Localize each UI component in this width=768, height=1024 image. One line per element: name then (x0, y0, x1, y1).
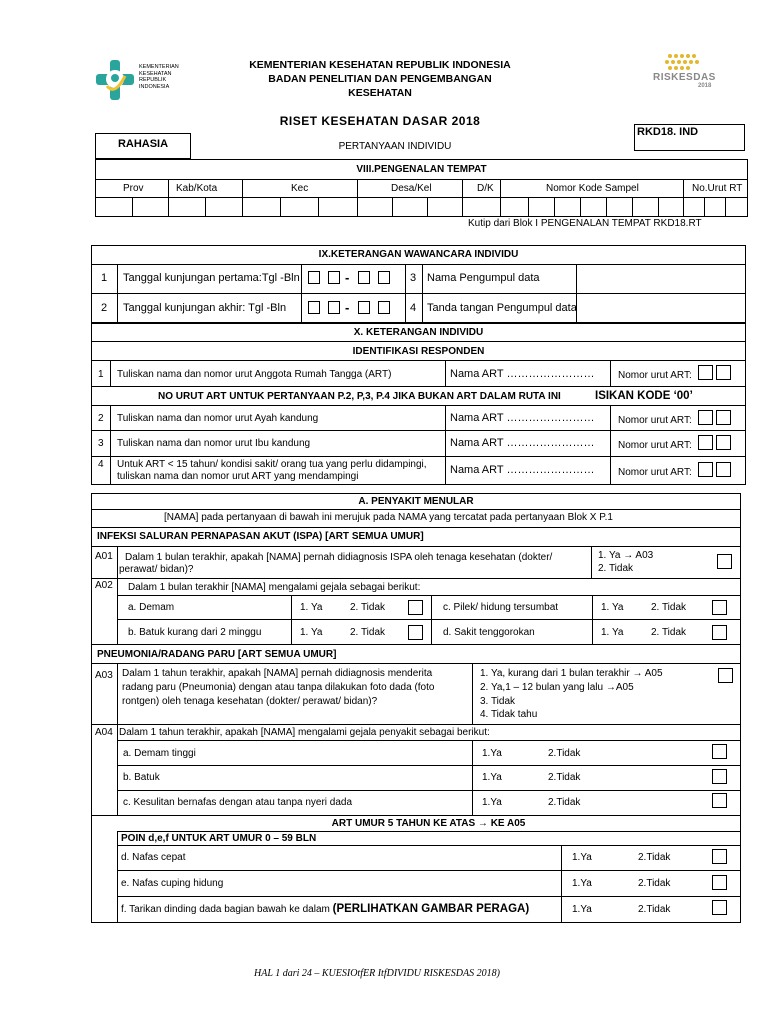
item-d-label (121, 852, 185, 864)
ix-row2-label: Tanggal kunjungan akhir: Tgl -Bln (123, 302, 287, 314)
a04c-ya: 1.Ya (482, 797, 502, 808)
rahasia-label: RAHASIA (117, 138, 169, 150)
item-f-box[interactable] (712, 900, 727, 915)
x-row4-label: Untuk ART < 15 tahun/ kondisi sakit/ orang tua yang perlu didampingi, (117, 459, 427, 470)
a04b-box[interactable] (712, 769, 727, 784)
a04a-box[interactable] (712, 744, 727, 759)
x-row3-no: 3 (98, 438, 104, 449)
pneumonia-header: PNEUMONIA/RADANG PARU [ART SEMUA UMUR] (97, 649, 337, 660)
x-row3-urut: Nomor urut ART: (618, 440, 692, 451)
col-norut: No.Urut RT (692, 183, 743, 194)
a01-q2: perawat/ bidan)? (119, 564, 194, 575)
ix-row1-label2: Nama Pengumpul data (427, 272, 540, 284)
a03-q1: Dalam 1 tahun terakhir, apakah [NAMA] pernah didiagnosis menderita (122, 668, 433, 679)
item-f-label (121, 903, 529, 916)
item-d-tidak: 2.Tidak (638, 852, 671, 863)
a03-opt2: 2. Ya,1 – 12 bulan yang lalu →A05 (480, 682, 634, 693)
a02b-ya: 1. Ya (300, 627, 323, 638)
a02d-box[interactable] (712, 625, 727, 640)
x-row4-urut-box1[interactable] (698, 462, 713, 477)
ix-row1-dash: - (345, 270, 350, 285)
a04a-ya: 1.Ya (482, 748, 502, 759)
ix-row2-dash: - (345, 300, 350, 315)
col-desakel: Desa/Kel (391, 183, 432, 194)
sectionA-table (91, 493, 741, 923)
a02c-tidak: 2. Tidak (651, 602, 687, 613)
a02d-tidak: 2. Tidak (651, 627, 687, 638)
section8-title: VIII.PENGENALAN TEMPAT (356, 164, 487, 175)
logo-text-2: KESEHATAN (139, 70, 172, 77)
a04a-tidak: 2.Tidak (548, 748, 581, 759)
item-e-box[interactable] (712, 875, 727, 890)
a02d-ya: 1. Ya (601, 627, 624, 638)
item-d-box[interactable] (712, 849, 727, 864)
x-row3-name: Nama ART …………………… (450, 437, 595, 449)
logo-text-3: REPUBLIK (139, 77, 167, 83)
a01-opt1: 1. Ya → A03 (598, 550, 654, 561)
x-row4-urut-box2[interactable] (716, 462, 731, 477)
a04-q: Dalam 1 tahun terakhir, apakah [NAMA] mengalami gejala penyakit sebagai berikut: (119, 727, 490, 738)
ix-row2-label2: Tanda tangan Pengumpul data (427, 302, 577, 314)
logo-text-1: KEMENTERIAN (139, 64, 179, 70)
a03-opt1: 1. Ya, kurang dari 1 bulan terakhir → A05 (480, 668, 663, 679)
x-row1-urut-box1[interactable] (698, 365, 713, 380)
a04b-label: b. Batuk (123, 772, 160, 783)
ix-row2-tgl1[interactable] (308, 301, 320, 314)
a04-code: A04 (95, 727, 113, 738)
a01-code: A01 (95, 551, 113, 562)
header-line3: KESEHATAN (348, 87, 412, 99)
a02b-label: b. Batuk kurang dari 2 minggu (128, 627, 262, 638)
x-row4-no: 4 (98, 459, 104, 470)
section9-table (91, 245, 746, 323)
section10-subtitle: IDENTIFIKASI RESPONDEN (352, 346, 485, 357)
col-prov: Prov (123, 183, 144, 194)
header-line1: KEMENTERIAN KESEHATAN REPUBLIK INDONESIA (249, 59, 511, 71)
a04b-tidak: 2.Tidak (548, 772, 581, 783)
item-d-ya: 1.Ya (572, 852, 592, 863)
ix-row1-no2: 3 (410, 272, 417, 284)
x-row1-urut: Nomor urut ART: (618, 370, 692, 381)
ministry-logo-icon (95, 58, 137, 102)
a03-answer-box[interactable] (718, 668, 733, 683)
x-row2-urut: Nomor urut ART: (618, 415, 692, 426)
a02c-label: c. Pilek/ hidung tersumbat (443, 602, 559, 613)
x-row2-no: 2 (98, 413, 104, 424)
page-title: RISET KESEHATAN DASAR 2018 (279, 114, 481, 128)
a02c-ya: 1. Ya (601, 602, 624, 613)
ix-row1-bln2[interactable] (378, 271, 390, 284)
a01-q1: Dalam 1 bulan terakhir, apakah [NAMA] pernah didiagnosis ISPA oleh tenaga kesehatan (dokter/ (125, 552, 553, 563)
x-row4-name: Nama ART …………………… (450, 464, 595, 476)
sectionA-title: A. PENYAKIT MENULAR (358, 496, 474, 507)
x-row1-urut-box2[interactable] (716, 365, 731, 380)
a03-code: A03 (95, 670, 113, 681)
a02b-tidak: 2. Tidak (350, 627, 386, 638)
a02c-box[interactable] (712, 600, 727, 615)
ix-row2-no: 2 (101, 302, 108, 314)
x-row1-no: 1 (98, 369, 104, 380)
x-row2-label: Tuliskan nama dan nomor urut Ayah kandung (117, 413, 319, 424)
a03-q2: radang paru (Pneumonia) dengan atau tanpa dilakukan foto dada (foto (122, 682, 435, 693)
x-note-a: NO URUT ART UNTUK PERTANYAAN P.2, P,3, P.4 JIKA BUKAN ART DALAM RUTA INI (158, 391, 561, 402)
x-row2-urut-box1[interactable] (698, 410, 713, 425)
col-kabkota: Kab/Kota (176, 183, 218, 194)
header-line2: BADAN PENELITIAN DAN PENGEMBANGAN (268, 73, 492, 85)
col-dk: D/K (477, 183, 494, 194)
riskesdas-logo (650, 52, 725, 94)
ispa-header: INFEKSI SALURAN PERNAPASAN AKUT (ISPA) [ART SEMUA UMUR] (97, 531, 424, 542)
x-row1-label: Tuliskan nama dan nomor urut Anggota Rumah Tangga (ART) (117, 369, 392, 380)
item-f-text: f. Tarikan dinding dada bagian bawah ke dalam (121, 904, 333, 915)
x-row3-label: Tuliskan nama dan nomor urut Ibu kandung (117, 438, 311, 449)
item-e-ya: 1.Ya (572, 878, 592, 889)
col-kec: Kec (291, 183, 309, 194)
ix-row1-label: Tanggal kunjungan pertama:Tgl -Bln (123, 272, 300, 284)
x-row4-label2: tuliskan nama dan nomor urut ART yang mendampingi (117, 471, 359, 482)
section10-table (91, 323, 746, 485)
a02a-box[interactable] (408, 600, 423, 615)
a03-opt4: 4. Tidak tahu (480, 709, 538, 720)
section9-title: IX.KETERANGAN WAWANCARA INDIVIDU (318, 249, 519, 260)
a04b-ya: 1.Ya (482, 772, 502, 783)
ministry-logo (95, 58, 195, 102)
a02d-label: d. Sakit tenggorokan (443, 627, 535, 638)
a02b-box[interactable] (408, 625, 423, 640)
x-row1-name: Nama ART …………………… (450, 368, 595, 380)
x-row3-urut-box2[interactable] (716, 435, 731, 450)
a04c-tidak: 2.Tidak (548, 797, 581, 808)
page-footer: HAL 1 dari 24 – KUESIOtfER ItfDIVIDU RISKESDAS 2018) (254, 968, 500, 979)
code-box (634, 124, 745, 151)
rahasia-box (95, 133, 191, 159)
item-f-tidak: 2.Tidak (638, 904, 671, 915)
a04c-box[interactable] (712, 793, 727, 808)
ix-row1-tgl2[interactable] (328, 271, 340, 284)
item-e-tidak: 2.Tidak (638, 878, 671, 889)
x-row2-name: Nama ART …………………… (450, 412, 595, 424)
ix-row1-tgl1[interactable] (308, 271, 320, 284)
a01-opt2: 2. Tidak (598, 563, 634, 574)
riskesdas-dots-icon (650, 52, 725, 72)
section8-note: Kutip dari Blok I PENGENALAN TEMPAT RKD18.RT (468, 218, 702, 229)
a03-opt3: 3. Tidak (480, 696, 516, 707)
ix-row2-bln2[interactable] (378, 301, 390, 314)
section8-table (95, 159, 748, 217)
ix-row2-tgl2[interactable] (328, 301, 340, 314)
riskesdas-logo-year: 2018 (698, 83, 712, 89)
logo-text-4: INDONESIA (139, 83, 170, 90)
sectionA-intro: [NAMA] pada pertanyaan di bawah ini merujuk pada NAMA yang tercatat pada pertanyaan Blok X P.1 (164, 512, 613, 523)
x-row3-urut-box1[interactable] (698, 435, 713, 450)
section10-title: X. KETERANGAN INDIVIDU (353, 327, 484, 338)
item-d-text: d. Nafas cepat (121, 852, 186, 863)
a02a-tidak: 2. Tidak (350, 602, 386, 613)
page-subtitle: PERTANYAAN INDIVIDU (338, 141, 452, 152)
x-row2-urut-box2[interactable] (716, 410, 731, 425)
a04a-label: a. Demam tinggi (123, 748, 196, 759)
a02-q: Dalam 1 bulan terakhir [NAMA] mengalami gejala sebagai berikut: (128, 582, 421, 593)
item-f-bold: (PERLIHATKAN GAMBAR PERAGA) (332, 903, 530, 915)
poin-note: POIN d,e,f UNTUK ART UMUR 0 – 59 BLN (121, 833, 317, 844)
a02-code: A02 (95, 580, 113, 591)
item-e-text: e. Nafas cuping hidung (121, 878, 224, 889)
ix-row1-bln1[interactable] (358, 271, 370, 284)
riskesdas-logo-text: RISKESDAS (653, 72, 716, 83)
a02a-label: a. Demam (128, 602, 175, 613)
a04c-label: c. Kesulitan bernafas dengan atau tanpa nyeri dada (123, 797, 353, 808)
ix-row2-no2: 4 (410, 302, 417, 314)
item-e-label (121, 878, 223, 890)
code-label: RKD18. IND (637, 126, 699, 138)
ix-row1-no: 1 (101, 272, 108, 284)
ix-row2-bln1[interactable] (358, 301, 370, 314)
item-f-ya: 1.Ya (572, 904, 592, 915)
x-row4-urut: Nomor urut ART: (618, 467, 692, 478)
skip-note: ART UMUR 5 TAHUN KE ATAS → KE A05 (331, 818, 526, 829)
a02a-ya: 1. Ya (300, 602, 323, 613)
x-note-b: ISIKAN KODE ‘00’ (595, 390, 693, 402)
a01-answer-box[interactable] (717, 554, 732, 569)
col-sampel: Nomor Kode Sampel (546, 183, 639, 194)
a03-q3: rontgen) oleh tenaga kesehatan (dokter/ perawat/ bidan)? (122, 696, 378, 707)
